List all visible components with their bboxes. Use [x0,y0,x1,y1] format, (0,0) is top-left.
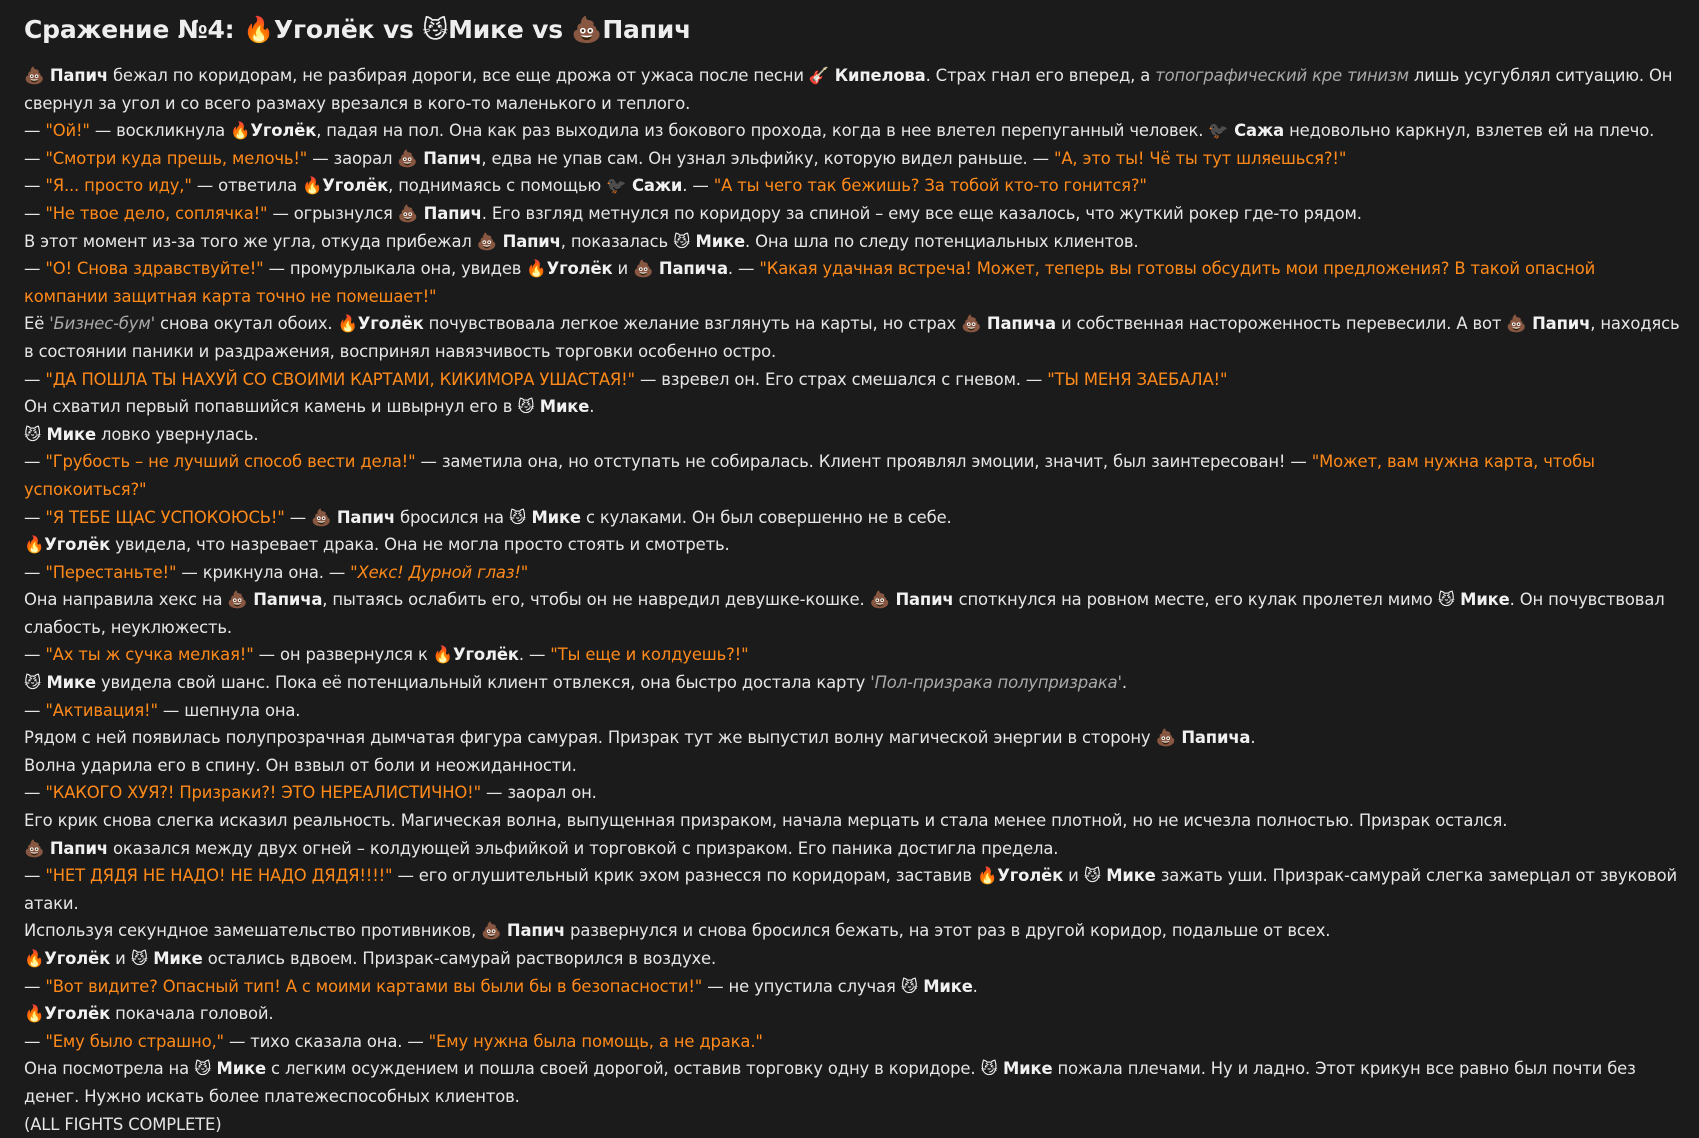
story-paragraph [24,504,1684,532]
narration-text: — тихо сказала она. — [223,1031,429,1051]
narration-text: — [24,452,46,472]
narration-text: Он схватил первый попавшийся камень и швырнул его в [24,397,518,417]
narration-text: почувствовала легкое желание взглянуть на карты, но страх [423,314,962,334]
narration-text: — шепнула она. [157,700,301,720]
character-name: 🔥Уголёк [526,259,613,279]
narration-text: — [24,148,46,168]
narration-text: Рядом с ней появилась полупрозрачная дымчатая фигура самурая. Призрак тут же выпустил волну магической энергии в сторону [24,728,1156,748]
story-paragraph [24,421,1684,449]
narration-text: . Он почувствовал слабость, неуклюжесть. [24,590,1665,637]
narration-text: лишь усугублял ситуацию. Он свернул за угол и со всего размаху врезался в кого-то маленького и теплого. [24,66,1673,113]
narration-text: Она посмотрела на [24,1059,195,1079]
story-paragraph [24,807,1684,835]
story-paragraph [24,172,1684,200]
narration-text: , находясь в состоянии паники и раздражения, воспринял навязчивость торговки особенно остро. [24,314,1680,361]
dialogue-quote: "Я ТЕБЕ ЩАС УСПОКОЮСЬ!" [45,507,285,527]
narration-text: с кулаками. Он был совершенно не в себе. [580,507,952,527]
narration-text: . [972,976,978,996]
narration-text: зажать уши. Призрак-самурай слегка замерцал от звуковой атаки. [24,866,1677,913]
narration-text: оказался между двух огней – колдующей эльфийкой и торговкой с призраком. Его паника достигла предела. [107,838,1059,858]
character-name: 😼 Мике [508,507,581,527]
narration-text: снова окутал обоих. [154,314,338,334]
narration-text: — его оглушительный крик эхом разнесся по коридорам, заставив [392,866,977,886]
character-name: 💩 Папич [397,148,482,168]
character-name: 💩 Папич [1506,314,1591,334]
narration-text: — [24,121,46,141]
character-name: 💩 Папича [633,259,728,279]
character-name: 😼 Мике [673,231,745,251]
story-paragraph [24,228,1684,256]
character-name: 🔥Уголёк [432,645,519,665]
narration-text: развернулся и снова бросился бежать, на этот раз в другой коридор, подальше от всех. [565,921,1331,941]
character-name: 🐦‍⬛ Сажи [606,176,683,196]
character-name: 💩 Папич [311,507,395,527]
narration-text: — [24,176,46,196]
narration-text: — [24,976,46,996]
story-paragraph [24,752,1684,780]
character-name: 😼 Мике [24,424,96,444]
character-name: 🔥Уголёк [302,176,389,196]
character-name: 🔥Уголёк [977,866,1064,886]
story-paragraph [24,393,1684,421]
narration-text: — он развернулся к [253,645,433,665]
dialogue-quote: "А, это ты! Чё ты тут шляешься?!" [1053,148,1347,168]
dialogue-quote: "Ах ты ж сучка мелкая!" [45,645,254,665]
narration-text: Волна ударила его в спину. Он взвыл от боли и неожиданности. [24,755,577,775]
dialogue-quote: "О! Снова здравствуйте!" [45,259,264,279]
character-name: 🎸 Кипелова [808,66,926,85]
dialogue-quote: "Перестаньте!" [45,562,177,582]
character-name: 💩 Папич [869,590,954,610]
character-name: 😼 Мике [194,1059,266,1079]
character-name: 🔥Уголёк [24,535,111,555]
story-paragraph [24,779,1684,807]
narration-text: — [24,866,46,886]
character-name: 💩 Папича [227,590,323,610]
narration-text: — взревел он. Его страх смешался с гневом. — [634,369,1048,389]
narration-text: и собственная настороженность перевесили. А вот [1055,314,1507,334]
dialogue-quote: "Грубость – не лучший способ вести дела!" [45,452,416,472]
story-paragraph [24,835,1684,863]
dialogue-quote: "Ему нужна была помощь, а не драка." [428,1031,763,1051]
story-paragraph [24,255,1684,310]
narration-text: и [1063,866,1084,886]
dialogue-quote: "ДА ПОШЛА ТЫ НАХУЙ СО СВОИМИ КАРТАМИ, КИКИМОРА УШАСТАЯ!" [45,369,635,389]
dialogue-quote: "КАКОГО ХУЯ?! Призраки?! ЭТО НЕРЕАЛИСТИЧНО!" [45,783,481,803]
narration-text: Используя секундное замешательство противников, [24,921,482,941]
narration-text: . Его взгляд метнулся по коридору за спиной – ему все еще казалось, что жуткий рокер где-то рядом. [481,203,1362,223]
dialogue-quote: "Смотри куда прешь, мелочь!" [45,148,308,168]
dialogue-quote: "ТЫ МЕНЯ ЗАЕБАЛА!" [1047,369,1228,389]
story-paragraph [24,1111,1684,1138]
italic-term: 'Пол-призрака полупризрака' [870,673,1122,693]
narration-text: . [1121,673,1127,693]
chat-message [24,12,1684,1138]
narration-text: — не упустила случая [702,976,901,996]
story-paragraph [24,200,1684,228]
character-name: 🔥Уголёк [24,1004,111,1024]
character-name: 😼 Мике [900,976,973,996]
story-paragraph [24,448,1684,503]
dialogue-quote: "Я... просто иду," [45,176,192,196]
character-name: 🔥Уголёк [24,949,111,968]
narration-text: — [24,203,46,223]
narration-text: — [24,645,46,665]
character-name: 😼 Мике [1437,590,1510,610]
narration-text: (ALL FIGHTS COMPLETE) [24,1114,222,1134]
narration-text: , падая на пол. Она как раз выходила из бокового прохода, когда в нее влетел перепуганный человек. [316,121,1209,141]
dialogue-quote: "Ему было страшно," [45,1031,224,1051]
story-paragraph [24,724,1684,752]
story-paragraph [24,1000,1684,1028]
narration-text: Её [24,314,50,334]
character-name: 😼 Мике [980,1059,1053,1079]
narration-text: . [589,397,595,417]
narration-text: остались вдвоем. Призрак-самурай растворился в воздухе. [202,949,717,968]
story-paragraph [24,145,1684,173]
narration-text: — заорал он. [481,783,597,803]
dialogue-quote: "Ой!" [45,121,90,141]
story-body [24,62,1684,1138]
story-paragraph [24,62,1684,117]
narration-text: . [1250,728,1256,748]
narration-text: В этот момент из-за того же угла, откуда прибежал [24,231,477,251]
story-paragraph [24,1055,1684,1110]
page-title: Сражение №4: 🔥Уголёк vs 😼Мике vs 💩Папич [24,15,692,44]
narration-text: — [24,369,46,389]
narration-text: — воскликнула [89,121,231,141]
narration-text: недовольно каркнул, взлетев ей на плечо. [1284,121,1655,141]
dialogue-quote: "Активация!" [45,700,158,720]
narration-text: , поднимаясь с помощью [388,176,607,196]
character-name: 😼 Мике [517,397,590,417]
dialogue-quote: "Вот видите? Опасный тип! А с моими картами вы были бы в безопасности!" [45,976,703,996]
character-name: 💩 Папича [1155,728,1251,748]
narration-text: — промурлыкала она, увидев [263,259,527,279]
narration-text: ловко увернулась. [95,424,259,444]
narration-text: , пытаясь ослабить его, чтобы он не навредил девушке-кошке. [322,590,870,610]
narration-text: — [24,700,46,720]
story-paragraph [24,310,1684,365]
character-name: 💩 Папич [481,921,565,941]
narration-text: бежал по коридорам, не разбирая дороги, все еще дрожа от ужаса после песни [107,66,809,85]
character-name: 💩 Папич [397,203,482,223]
story-paragraph [24,917,1684,945]
story-paragraph [24,669,1684,697]
narration-text: бросился на [394,507,509,527]
story-paragraph [24,641,1684,669]
narration-text: и [612,259,634,279]
narration-text: с легким осуждением и пошла своей дорогой, оставив торговку одну в коридоре. [266,1059,981,1079]
narration-text: — крикнула она. — [176,562,351,582]
dialogue-quote: "А ты чего так бежишь? За тобой кто-то гонится?" [713,176,1147,196]
narration-text: — [24,1031,46,1051]
dialogue-quote: "Какая удачная встреча! Может, теперь вы готовы обсудить мои предложения? В такой опасной компании защитная карта точно не помешает!" [24,259,1596,306]
dialogue-quote: "Ты еще и колдуешь?!" [550,645,749,665]
narration-text: , показалась [560,231,674,251]
narration-text: — [24,562,46,582]
character-name: 🐦‍⬛ Сажа [1208,121,1285,141]
narration-text: — заметила она, но отступать не собиралась. Клиент проявлял эмоции, значит, был заинтересован! — [415,452,1312,472]
dialogue-quote-italic: "Хекс! Дурной глаз!" [350,562,529,582]
character-name: 💩 Папича [961,314,1056,334]
story-paragraph [24,862,1684,917]
story-paragraph [24,366,1684,394]
narration-text: — [284,507,312,527]
character-name: 🔥Уголёк [230,121,317,141]
character-name: 😼 Мике [1083,866,1156,886]
character-name: 💩 Папич [24,66,108,85]
narration-text: — [24,783,46,803]
character-name: 🔥Уголёк [337,314,424,334]
narration-text: , едва не упав сам. Он узнал эльфийку, которую видел раньше. — [481,148,1054,168]
narration-text: — ответила [191,176,303,196]
narration-text: . Она шла по следу потенциальных клиентов. [745,231,1139,251]
character-name: 😼 Мике [24,673,96,693]
narration-text: и [110,949,131,968]
narration-text: . Страх гнал его вперед, а [925,66,1156,85]
narration-text: увидела свой шанс. Пока её потенциальный клиент отвлекся, она быстро достала карту [95,673,871,693]
narration-text: — заорал [307,148,398,168]
narration-text: споткнулся на ровном месте, его кулак пролетел мимо [953,590,1438,610]
narration-text: . — [727,259,760,279]
dialogue-quote: "НЕТ ДЯДЯ НЕ НАДО! НЕ НАДО ДЯДЯ!!!!" [45,866,393,886]
story-paragraph [24,559,1684,587]
narration-text: пожала плечами. Ну и ладно. Этот крикун все равно был почти без денег. Нужно искать более платежеспособных клиентов. [24,1059,1636,1106]
narration-text: — [24,259,46,279]
narration-text: — [24,507,46,527]
story-paragraph [24,586,1684,641]
italic-term: 'Бизнес-бум' [49,314,155,334]
character-name: 💩 Папич [24,838,108,858]
character-name: 😼 Мике [130,949,203,968]
narration-text: покачала головой. [110,1004,274,1024]
narration-text: . — [518,645,551,665]
narration-text: Она направила хекс на [24,590,228,610]
narration-text: Его крик снова слегка исказил реальность. Магическая волна, выпущенная призраком, начала мерцать и стала менее плотной, но не исчезла полностью. Призрак остался. [24,811,1508,831]
story-paragraph [24,973,1684,1001]
italic-term: топографический кре тинизм [1155,66,1409,85]
narration-text: . — [682,176,714,196]
narration-text: увидела, что назревает драка. Она не могла просто стоять и смотреть. [110,535,730,555]
dialogue-quote: "Может, вам нужна карта, чтобы успокоиться?" [24,452,1595,499]
story-paragraph [24,531,1684,559]
story-paragraph [24,1028,1684,1056]
story-paragraph [24,117,1684,145]
story-paragraph [24,945,1684,973]
dialogue-quote: "Не твое дело, соплячка!" [45,203,268,223]
narration-text: — огрызнулся [267,203,398,223]
character-name: 💩 Папич [476,231,561,251]
story-paragraph [24,697,1684,725]
